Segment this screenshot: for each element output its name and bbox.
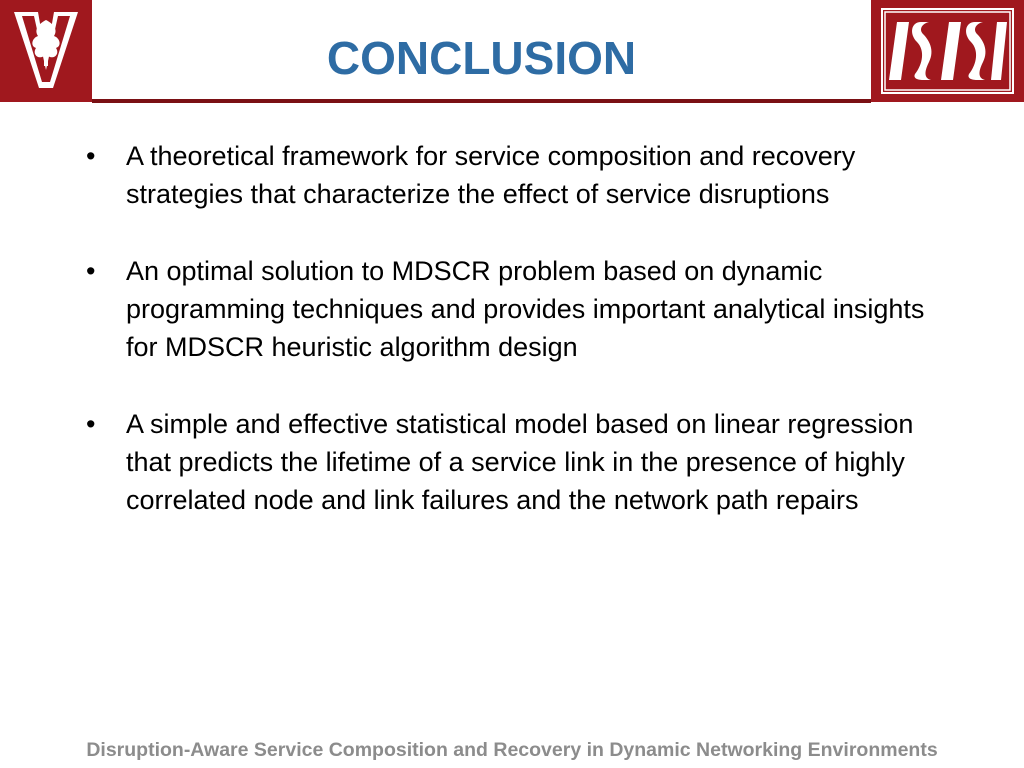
vanderbilt-logo-icon bbox=[0, 0, 92, 102]
bullet-symbol: • bbox=[86, 409, 96, 439]
isis-logo-icon bbox=[871, 0, 1024, 102]
list-item bbox=[82, 252, 962, 366]
bullet-list bbox=[82, 137, 962, 558]
bullet-text: A theoretical framework for service composition and recovery strategies that characterize the effect of service disruptions bbox=[126, 141, 856, 209]
list-item bbox=[82, 405, 962, 519]
slide-title: CONCLUSION bbox=[326, 32, 637, 84]
slide-footer: Disruption-Aware Service Composition and Recovery in Dynamic Networking Environments bbox=[86, 739, 938, 761]
header-divider bbox=[92, 99, 871, 103]
bullet-text: An optimal solution to MDSCR problem based on dynamic programming techniques and provides important analytical insights for MDSCR heuristic algorithm design bbox=[126, 256, 925, 362]
bullet-symbol: • bbox=[86, 256, 96, 286]
bullet-text: A simple and effective statistical model based on linear regression that predicts the lifetime of a service link in the presence of highly correlated node and link failures and the network path repairs bbox=[126, 409, 914, 515]
bullet-symbol: • bbox=[86, 141, 96, 171]
list-item bbox=[82, 137, 962, 213]
